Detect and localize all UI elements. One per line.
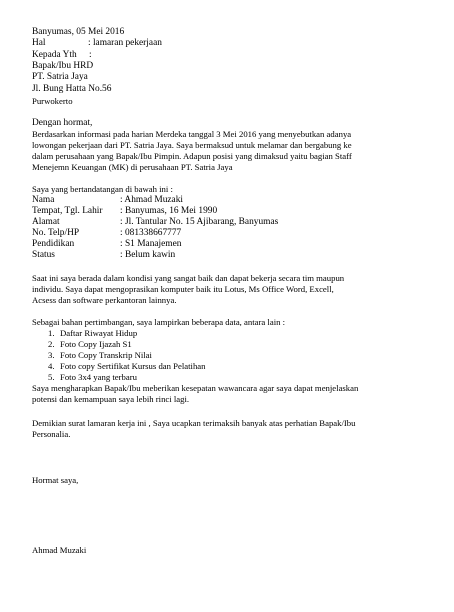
attachment-number: 3.: [48, 350, 55, 360]
paragraph-1-line: Menejemn Keuangan (MK) di perusahaan PT. Satria Jaya: [32, 162, 233, 172]
subject-line: [32, 38, 162, 48]
recipient-line: Jl. Bung Hatta No.56: [32, 84, 112, 94]
paragraph-2-line: individu. Saya dapat mengoprasikan komputer baik itu Lotus, Ms Office Word, Excell,: [32, 284, 334, 294]
recipient-line: Purwokerto: [32, 96, 73, 106]
identity-row: [32, 217, 279, 227]
date-line: Banyumas, 05 Mei 2016: [32, 27, 125, 37]
attachment-text: Foto 3x4 yang terbaru: [60, 372, 137, 382]
identity-label: No. Telp/HP: [32, 228, 80, 238]
paragraph-3-line: Saya mengharapkan Bapak/Ibu meberikan kesepatan wawancara agar saya dapat menjelaskan: [32, 383, 359, 393]
identity-value: : Jl. Tantular No. 15 Ajibarang, Banyumas: [120, 217, 279, 227]
attachment-number: 5.: [48, 372, 55, 382]
attachment-text: Foto Copy Transkrip Nilai: [60, 350, 152, 360]
identity-value: : Belum kawin: [120, 250, 176, 260]
identity-label: Tempat, Tgl. Lahir: [32, 206, 103, 216]
attachment-text: Daftar Riwayat Hidup: [60, 328, 138, 338]
identity-label: Status: [32, 250, 55, 260]
attachment-text: Foto Copy Ijazah S1: [60, 339, 132, 349]
paragraph-1-line: Berdasarkan informasi pada harian Merdeka tanggal 3 Mei 2016 yang menyebutkan adanya: [32, 129, 352, 139]
recipient-line: Bapak/Ibu HRD: [32, 61, 94, 71]
paragraph-4-line: Demikian surat lamaran kerja ini , Saya ucapkan terimaksih banyak atas perhatian Bapak/Ibu: [32, 418, 356, 428]
identity-value: : S1 Manajemen: [120, 239, 182, 249]
identity-row: [32, 195, 184, 205]
identity-row: [32, 239, 182, 249]
identity-row: [32, 206, 218, 216]
identity-value: : 081338667777: [120, 228, 182, 238]
paragraph-1-line: dalam perusahaan yang Bapak/Ibu Pimpin. Adapun posisi yang dimaksud yaitu bagian Staff: [32, 151, 352, 161]
signature-name: Ahmad Muzaki: [32, 545, 87, 555]
attachment-number: 4.: [48, 361, 55, 371]
paragraph-3-line: potensi dan kemampuan saya lebih rinci lagi.: [32, 394, 190, 404]
recipient-line: PT. Satria Jaya: [32, 72, 88, 82]
identity-intro: Saya yang bertandatangan di bawah ini :: [32, 184, 173, 194]
identity-row: [32, 228, 182, 238]
paragraph-2-line: Saat ini saya berada dalam kondisi yang sangat baik dan dapat bekerja secara tim maupun: [32, 273, 345, 283]
greeting: Dengan hormat,: [32, 118, 93, 128]
closing: Hormat saya,: [32, 475, 79, 485]
attachment-text: Foto copy Sertifikat Kursus dan Pelatihan: [60, 361, 206, 371]
attachment-number: 2.: [48, 339, 55, 349]
identity-value: : Banyumas, 16 Mei 1990: [120, 206, 218, 216]
subject-label: Hal: [32, 38, 46, 48]
addressee-line: [32, 50, 92, 60]
subject-value: : lamaran pekerjaan: [88, 38, 162, 48]
paragraph-1-line: lowongan pekerjaan dari PT. Satria Jaya. Saya bermaksud untuk melamar dan bergabung ke: [32, 140, 352, 150]
paragraph-4-line: Personalia.: [32, 429, 71, 439]
attachment-number: 1.: [48, 328, 55, 338]
identity-label: Pendidikan: [32, 239, 75, 249]
identity-label: Alamat: [32, 217, 60, 227]
identity-row: [32, 250, 176, 260]
paragraph-2-line: Acsess dan software perkantoran lainnya.: [32, 295, 177, 305]
identity-value: : Ahmad Muzaki: [120, 195, 184, 205]
addressee-colon: :: [89, 50, 92, 60]
attachments-intro: Sebagai bahan pertimbangan, saya lampirkan beberapa data, antara lain :: [32, 317, 286, 327]
addressee-label: Kepada Yth: [32, 50, 77, 60]
identity-label: Nama: [32, 195, 55, 205]
